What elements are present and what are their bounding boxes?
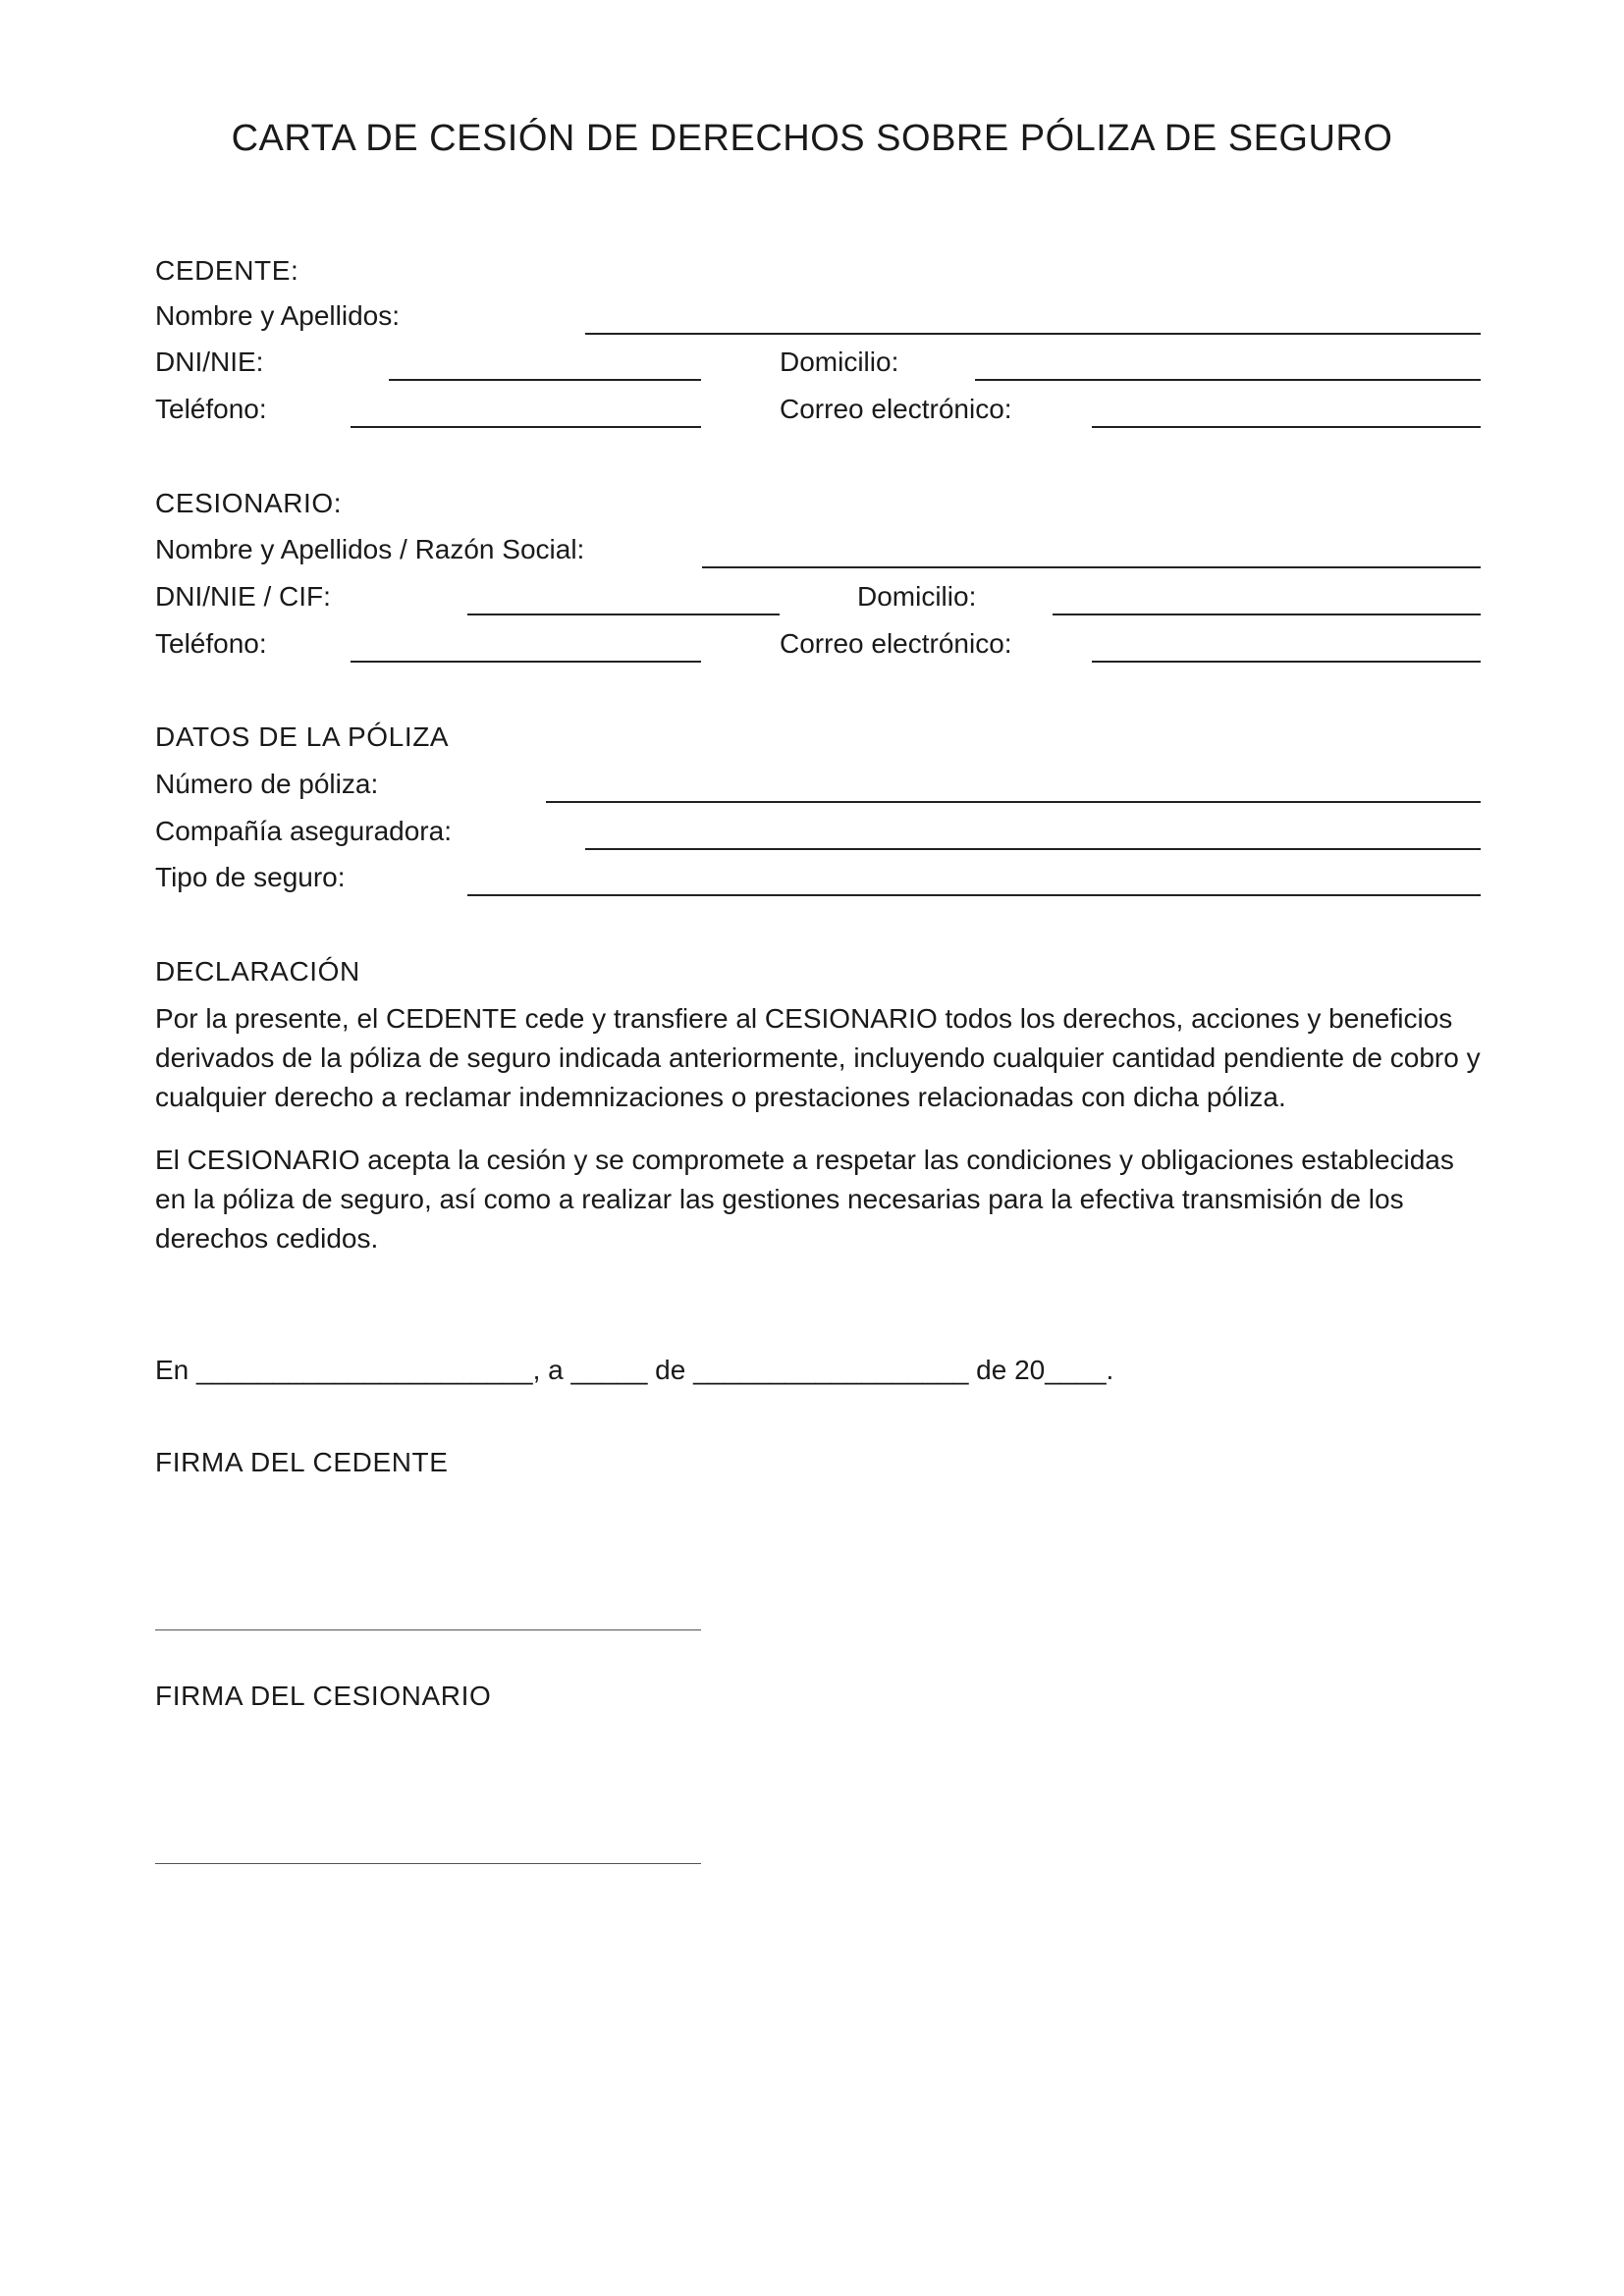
- cedente-phone-label: Teléfono:: [155, 394, 267, 424]
- cesionario-phone-label: Teléfono:: [155, 628, 267, 659]
- signature-cedente-label: FIRMA DEL CEDENTE: [155, 1447, 449, 1477]
- cedente-name-label: Nombre y Apellidos:: [155, 300, 401, 331]
- cesionario-name-label: Nombre y Apellidos / Razón Social:: [155, 534, 585, 564]
- cesionario-address-field[interactable]: [1053, 614, 1481, 615]
- cedente-phone-field[interactable]: [351, 426, 701, 428]
- poliza-type-label: Tipo de seguro:: [155, 862, 346, 892]
- cedente-dni-label: DNI/NIE:: [155, 347, 264, 377]
- cesionario-email-field[interactable]: [1092, 661, 1481, 663]
- declaracion-paragraph-2: El CESIONARIO acepta la cesión y se compromete a respetar las condiciones y obligaciones establecidas en la póliza de seguro, así como a realizar las gestiones necesarias para la efectiva transmisión de los derechos cedidos.: [155, 1145, 1454, 1254]
- document-title: CARTA DE CESIÓN DE DERECHOS SOBRE PÓLIZA DE SEGURO: [231, 118, 1393, 159]
- declaracion-heading: DECLARACIÓN: [155, 956, 360, 987]
- cesionario-email-label: Correo electrónico:: [780, 628, 1012, 659]
- cesionario-dni-label: DNI/NIE / CIF:: [155, 581, 331, 612]
- cedente-email-field[interactable]: [1092, 426, 1481, 428]
- cesionario-dni-field[interactable]: [467, 614, 780, 615]
- declaracion-paragraph-1: Por la presente, el CEDENTE cede y transfiere al CESIONARIO todos los derechos, acciones y beneficios derivados de la póliza de seguro indicada anteriormente, incluyendo cualquier cantidad pendiente de cobro y cualquier derecho a reclamar indemnizaciones o prestaciones relacionadas con dicha póliza.: [155, 1003, 1481, 1112]
- cedente-name-field[interactable]: [585, 333, 1481, 335]
- poliza-number-field[interactable]: [546, 801, 1481, 803]
- poliza-heading: DATOS DE LA PÓLIZA: [155, 721, 450, 752]
- place-date-line: En ______________________, a _____ de __________________ de 20____.: [155, 1355, 1114, 1385]
- cesionario-phone-field[interactable]: [351, 661, 701, 663]
- cedente-dni-field[interactable]: [389, 379, 701, 381]
- poliza-company-field[interactable]: [585, 848, 1481, 850]
- cesionario-heading: CESIONARIO:: [155, 488, 343, 518]
- cedente-address-field[interactable]: [975, 379, 1481, 381]
- cedente-email-label: Correo electrónico:: [780, 394, 1012, 424]
- cesionario-address-label: Domicilio:: [857, 581, 977, 612]
- signature-cesionario-label: FIRMA DEL CESIONARIO: [155, 1681, 492, 1711]
- poliza-company-label: Compañía aseguradora:: [155, 816, 452, 846]
- cedente-heading: CEDENTE:: [155, 255, 299, 286]
- signature-cesionario-line[interactable]: [155, 1863, 701, 1864]
- cedente-address-label: Domicilio:: [780, 347, 899, 377]
- signature-cedente-line[interactable]: [155, 1629, 701, 1630]
- poliza-type-field[interactable]: [467, 894, 1481, 896]
- cesionario-name-field[interactable]: [702, 566, 1481, 568]
- poliza-number-label: Número de póliza:: [155, 769, 379, 799]
